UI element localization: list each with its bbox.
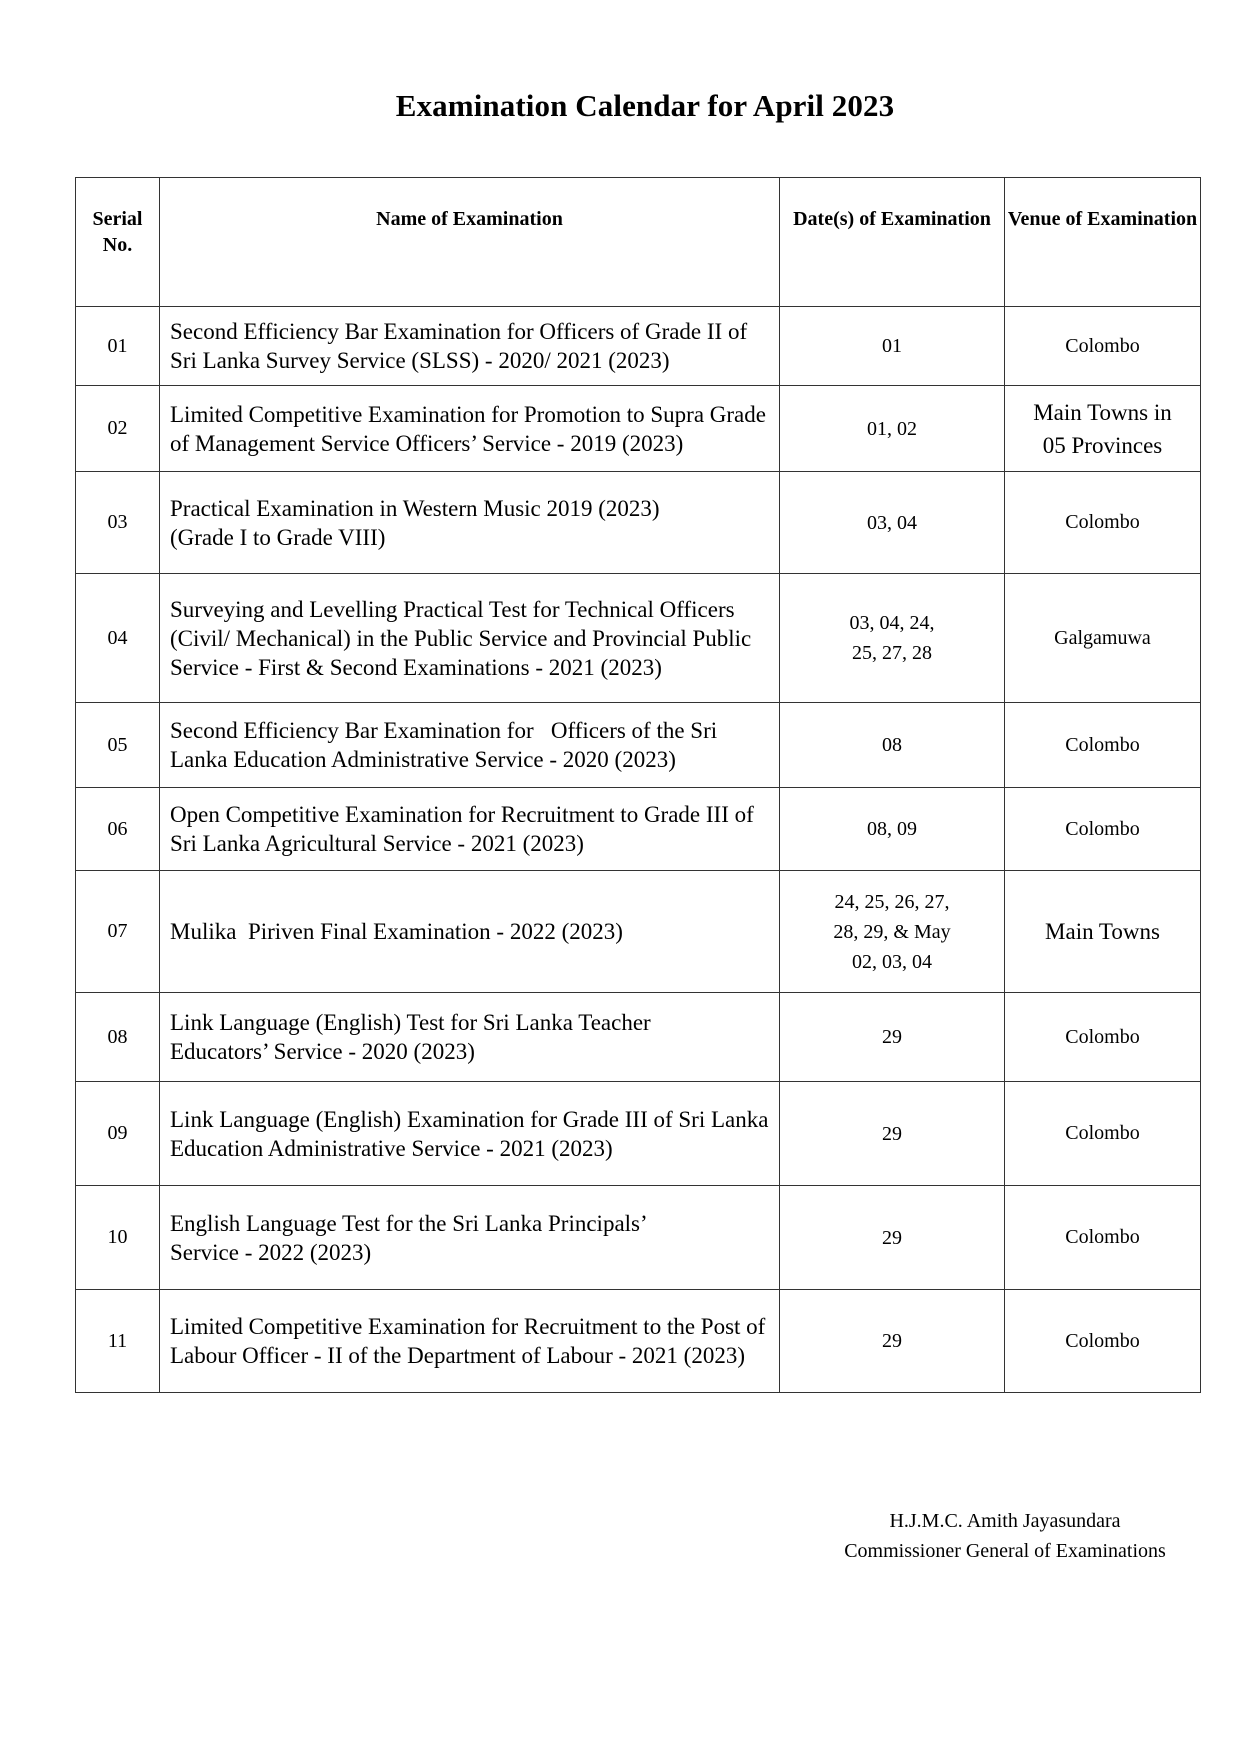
serial-cell: 06 [76,788,160,871]
exam-venue-cell: Colombo [1005,1082,1201,1186]
exam-name-cell: Second Efficiency Bar Examination for Officers of Grade II of Sri Lanka Survey Service (SLSS) - 2020/ 2021 (2023) [160,307,780,386]
table-row [76,1082,1201,1186]
signatory-designation: Commissioner General of Examinations [844,1540,1166,1562]
table-row [76,307,1201,386]
examination-calendar-table [75,177,1201,1393]
exam-venue-cell: Main Towns in 05 Provinces [1005,386,1201,472]
exam-name-cell: Second Efficiency Bar Examination for Officers of the Sri Lanka Education Administrative Service - 2020 (2023) [160,703,780,788]
serial-cell: 04 [76,574,160,703]
table-header-row [76,178,1201,307]
serial-cell: 02 [76,386,160,472]
table-row [76,788,1201,871]
serial-cell: 01 [76,307,160,386]
exam-venue-cell: Colombo [1005,703,1201,788]
exam-venue-cell: Main Towns [1005,871,1201,993]
exam-name-cell: Limited Competitive Examination for Promotion to Supra Grade of Management Service Officers’ Service - 2019 (2023) [160,386,780,472]
exam-dates-cell: 01 [780,307,1005,386]
table-row [76,993,1201,1082]
exam-dates-cell: 08 [780,703,1005,788]
table-row [76,703,1201,788]
exam-dates-cell: 03, 04 [780,472,1005,574]
serial-cell: 05 [76,703,160,788]
exam-name-cell: Open Competitive Examination for Recruitment to Grade III of Sri Lanka Agricultural Service - 2021 (2023) [160,788,780,871]
signature-block [815,1506,1195,1566]
table-row [76,574,1201,703]
exam-venue-cell: Colombo [1005,472,1201,574]
exam-venue-cell: Galgamuwa [1005,574,1201,703]
header-name-of-examination: Name of Examination [160,178,780,307]
table-row [76,1290,1201,1393]
header-dates-of-examination: Date(s) of Examination [780,178,1005,307]
exam-name-cell: Limited Competitive Examination for Recruitment to the Post of Labour Officer - II of the Department of Labour - 2021 (2023) [160,1290,780,1393]
exam-dates-cell: 29 [780,1082,1005,1186]
exam-name-cell: Practical Examination in Western Music 2019 (2023) (Grade I to Grade VIII) [160,472,780,574]
exam-venue-cell: Colombo [1005,1186,1201,1290]
exam-dates-cell: 24, 25, 26, 27, 28, 29, & May 02, 03, 04 [780,871,1005,993]
table-row [76,1186,1201,1290]
exam-name-cell: Surveying and Levelling Practical Test for Technical Officers (Civil/ Mechanical) in the Public Service and Provincial Public Service - First & Second Examinations - 2021 (2023) [160,574,780,703]
serial-cell: 09 [76,1082,160,1186]
signatory-name: H.J.M.C. Amith Jayasundara [889,1510,1121,1532]
serial-cell: 10 [76,1186,160,1290]
exam-name-cell: Link Language (English) Examination for Grade III of Sri Lanka Education Administrative Service - 2021 (2023) [160,1082,780,1186]
header-serial-no: Serial No. [76,178,160,307]
exam-venue-cell: Colombo [1005,307,1201,386]
serial-cell: 11 [76,1290,160,1393]
exam-dates-cell: 29 [780,1290,1005,1393]
table-row [76,472,1201,574]
exam-venue-cell: Colombo [1005,1290,1201,1393]
exam-dates-cell: 29 [780,993,1005,1082]
page-title: Examination Calendar for April 2023 [395,88,895,123]
exam-dates-cell: 08, 09 [780,788,1005,871]
table-row [76,871,1201,993]
exam-name-cell: Mulika Piriven Final Examination - 2022 (2023) [160,871,780,993]
exam-name-cell: Link Language (English) Test for Sri Lanka Teacher Educators’ Service - 2020 (2023) [160,993,780,1082]
exam-venue-cell: Colombo [1005,993,1201,1082]
serial-cell: 03 [76,472,160,574]
exam-name-cell: English Language Test for the Sri Lanka Principals’ Service - 2022 (2023) [160,1186,780,1290]
exam-dates-cell: 01, 02 [780,386,1005,472]
serial-cell: 08 [76,993,160,1082]
serial-cell: 07 [76,871,160,993]
table-row [76,386,1201,472]
exam-dates-cell: 29 [780,1186,1005,1290]
exam-dates-cell: 03, 04, 24, 25, 27, 28 [780,574,1005,703]
header-venue-of-examination: Venue of Examination [1005,178,1201,307]
exam-venue-cell: Colombo [1005,788,1201,871]
